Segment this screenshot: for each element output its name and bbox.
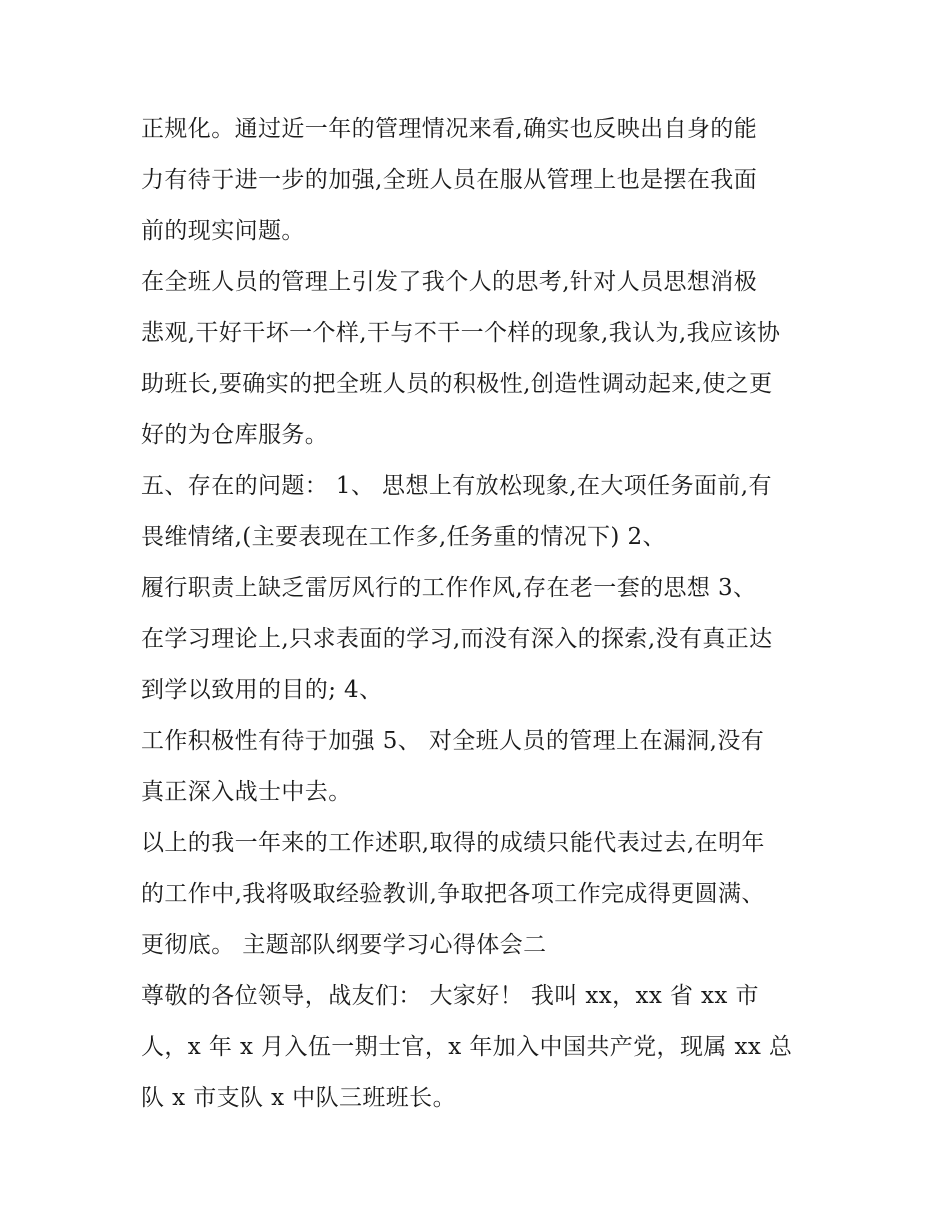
text-line: 履行职责上缺乏雷厉风行的工作作风,存在老一套的思想 3、 xyxy=(141,575,757,601)
text-line: 尊敬的各位领导，战友们： 大家好！ 我叫 xx，xx 省 xx 市 xyxy=(141,983,759,1009)
text-line: 工作积极性有待于加强 5、 对全班人员的管理上在漏洞,没有 xyxy=(141,728,765,754)
text-line: 到学以致用的目的; 4、 xyxy=(141,677,383,703)
text-line: 好的为仓库服务。 xyxy=(141,422,329,448)
text-line: 五、存在的问题： 1、 思想上有放松现象,在大项任务面前,有 xyxy=(141,473,772,499)
text-line: 前的现实问题。 xyxy=(141,218,305,244)
text-line: 正规化。通过近一年的管理情况来看,确实也反映出自身的能 xyxy=(141,116,758,142)
text-line: 以上的我一年来的工作述职,取得的成绩只能代表过去,在明年 xyxy=(141,830,765,856)
text-line: 力有待于进一步的加强,全班人员在服从管理上也是摆在我面 xyxy=(141,167,758,193)
text-line: 悲观,干好干坏一个样,干与不干一个样的现象,我认为,我应该协 xyxy=(141,320,781,346)
text-line: 真正深入战士中去。 xyxy=(141,779,352,805)
text-line: 助班长,要确实的把全班人员的积极性,创造性调动起来,使之更 xyxy=(141,371,773,397)
text-line: 在学习理论上,只求表面的学习,而没有深入的探索,没有真正达 xyxy=(141,626,773,652)
text-line: 人，x 年 x 月入伍一期士官，x 年加入中国共产党，现属 xx 总 xyxy=(141,1034,793,1060)
text-line: 队 x 市支队 x 中队三班班长。 xyxy=(141,1085,456,1111)
text-line: 的工作中,我将吸取经验教训,争取把各项工作完成得更圆满、 xyxy=(141,881,765,907)
text-line: 更彻底。 主题部队纲要学习心得体会二 xyxy=(141,932,547,958)
text-line: 在全班人员的管理上引发了我个人的思考,针对人员思想消极 xyxy=(141,269,758,295)
text-line: 畏维情绪,(主要表现在工作多,任务重的情况下) 2、 xyxy=(141,524,666,550)
